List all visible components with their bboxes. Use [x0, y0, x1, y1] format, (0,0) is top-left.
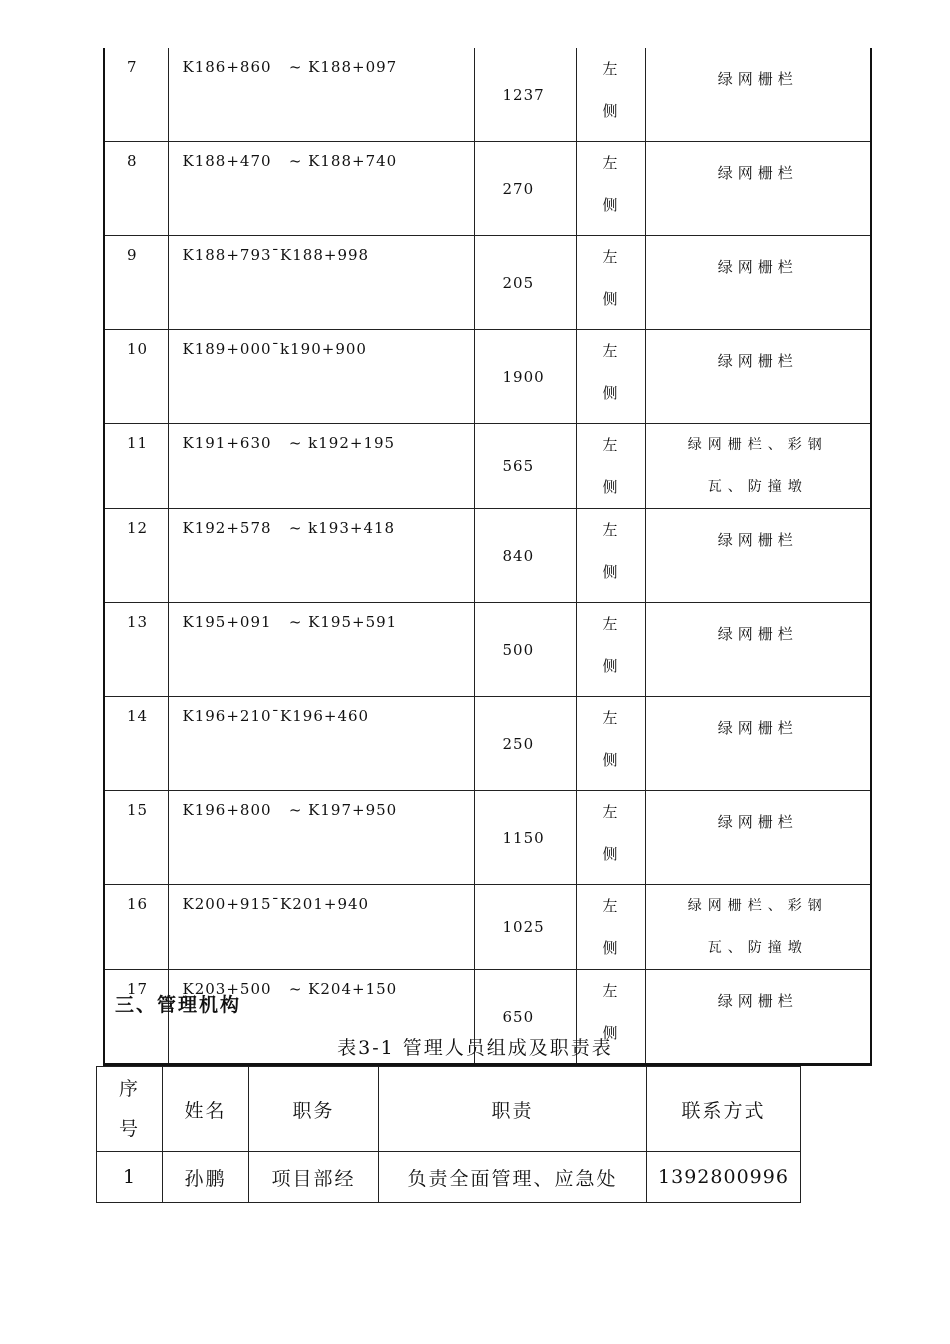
cell-range: K186+860 ~ K188+097: [168, 48, 474, 142]
cell-side: [576, 236, 645, 330]
cell-fence-type: [645, 791, 871, 885]
staff-table-header-row: [97, 1067, 801, 1152]
side-text: 侧: [602, 563, 619, 581]
cell-side: [576, 424, 645, 509]
fence-type-text: 绿网栅栏、彩钢: [687, 437, 828, 453]
cell-fence-type: [645, 142, 871, 236]
table-row: [104, 330, 871, 424]
fence-type-text: 绿网栅栏: [717, 813, 798, 831]
side-text: 左: [602, 154, 619, 172]
cell-range: K195+091 ~ K195+591: [168, 603, 474, 697]
side-text: 侧: [602, 751, 619, 769]
cell-length: 650: [474, 970, 576, 1065]
side-text: 侧: [602, 845, 619, 863]
staff-table: [96, 1066, 801, 1203]
cell-post: 项目部经: [249, 1152, 379, 1203]
cell-duty: 负责全面管理、应急处: [379, 1152, 647, 1203]
cell-number: 7: [104, 48, 168, 142]
cell-length: 1025: [474, 885, 576, 970]
table-row: [97, 1152, 801, 1203]
fence-type-text: 绿网栅栏: [717, 70, 798, 88]
header-name: 姓名: [163, 1067, 249, 1152]
cell-number: 12: [104, 509, 168, 603]
table-caption: 表3-1 管理人员组成及职责表: [337, 1037, 613, 1059]
cell-length: 500: [474, 603, 576, 697]
cell-fence-type: [645, 885, 871, 970]
cell-contact: 1392800996: [647, 1152, 801, 1203]
cell-number: 10: [104, 330, 168, 424]
cell-side: [576, 330, 645, 424]
cell-range: K203+500 ~ K204+150: [168, 970, 474, 1065]
cell-length: 205: [474, 236, 576, 330]
side-text: 侧: [602, 384, 619, 402]
fence-type-text: 瓦、防撞墩: [707, 479, 808, 495]
table-row: [104, 142, 871, 236]
cell-number: 17: [104, 970, 168, 1065]
table-row: [104, 48, 871, 142]
fence-section-table: [103, 48, 872, 1066]
fence-type-text: 绿网栅栏: [717, 992, 798, 1010]
cell-range: K188+793¯K188+998: [168, 236, 474, 330]
fence-type-text: 瓦、防撞墩: [707, 940, 808, 956]
side-text: 左: [602, 342, 619, 360]
cell-number: 15: [104, 791, 168, 885]
cell-range: K196+800 ~ K197+950: [168, 791, 474, 885]
cell-seq: 1: [97, 1152, 163, 1203]
cell-side: [576, 885, 645, 970]
table-row: [104, 697, 871, 791]
cell-side: [576, 603, 645, 697]
side-text: 左: [602, 803, 619, 821]
side-text: 侧: [602, 1024, 619, 1042]
side-text: 左: [602, 615, 619, 633]
cell-length: 840: [474, 509, 576, 603]
cell-side: [576, 509, 645, 603]
cell-range: K188+470 ~ K188+740: [168, 142, 474, 236]
table-row: [104, 885, 871, 970]
fence-type-text: 绿网栅栏: [717, 352, 798, 370]
side-text: 侧: [602, 657, 619, 675]
cell-fence-type: [645, 48, 871, 142]
fence-type-text: 绿网栅栏: [717, 625, 798, 643]
side-text: 侧: [602, 196, 619, 214]
cell-range: K196+210¯K196+460: [168, 697, 474, 791]
side-text: 侧: [602, 939, 619, 957]
cell-range: K191+630 ~ k192+195: [168, 424, 474, 509]
header-seq-line2: 号: [118, 1118, 140, 1140]
cell-length: 565: [474, 424, 576, 509]
table-row: [104, 236, 871, 330]
cell-side: [576, 697, 645, 791]
cell-fence-type: [645, 236, 871, 330]
side-text: 侧: [602, 478, 619, 496]
side-text: 左: [602, 897, 619, 915]
header-duty: 职责: [379, 1067, 647, 1152]
cell-side: [576, 791, 645, 885]
fence-section-table-body: [104, 48, 871, 1065]
fence-type-text: 绿网栅栏: [717, 164, 798, 182]
table-row: [104, 509, 871, 603]
side-text: 左: [602, 982, 619, 1000]
header-seq-line1: 序: [118, 1078, 140, 1100]
header-contact: 联系方式: [647, 1067, 801, 1152]
side-text: 侧: [602, 102, 619, 120]
cell-number: 16: [104, 885, 168, 970]
cell-number: 14: [104, 697, 168, 791]
cell-number: 8: [104, 142, 168, 236]
fence-type-text: 绿网栅栏: [717, 531, 798, 549]
side-text: 左: [602, 60, 619, 78]
cell-length: 1237: [474, 48, 576, 142]
cell-fence-type: [645, 697, 871, 791]
side-text: 左: [602, 436, 619, 454]
cell-number: 13: [104, 603, 168, 697]
cell-length: 1150: [474, 791, 576, 885]
cell-side: [576, 142, 645, 236]
cell-fence-type: [645, 509, 871, 603]
section-heading: 三、管理机构: [115, 994, 242, 1016]
side-text: 左: [602, 709, 619, 727]
cell-number: 11: [104, 424, 168, 509]
fence-type-text: 绿网栅栏: [717, 258, 798, 276]
cell-length: 270: [474, 142, 576, 236]
header-post: 职务: [249, 1067, 379, 1152]
cell-length: 1900: [474, 330, 576, 424]
header-seq: [97, 1067, 163, 1152]
cell-number: 9: [104, 236, 168, 330]
cell-side: [576, 48, 645, 142]
side-text: 左: [602, 248, 619, 266]
table-row: [104, 791, 871, 885]
cell-fence-type: [645, 603, 871, 697]
table-row: [104, 424, 871, 509]
cell-range: K200+915¯K201+940: [168, 885, 474, 970]
cell-range: K189+000¯k190+900: [168, 330, 474, 424]
cell-fence-type: [645, 330, 871, 424]
cell-name: 孙鹏: [163, 1152, 249, 1203]
cell-length: 250: [474, 697, 576, 791]
fence-type-text: 绿网栅栏: [717, 719, 798, 737]
cell-fence-type: [645, 424, 871, 509]
table-row: [104, 603, 871, 697]
cell-range: K192+578 ~ k193+418: [168, 509, 474, 603]
side-text: 侧: [602, 290, 619, 308]
side-text: 左: [602, 521, 619, 539]
fence-type-text: 绿网栅栏、彩钢: [687, 898, 828, 914]
